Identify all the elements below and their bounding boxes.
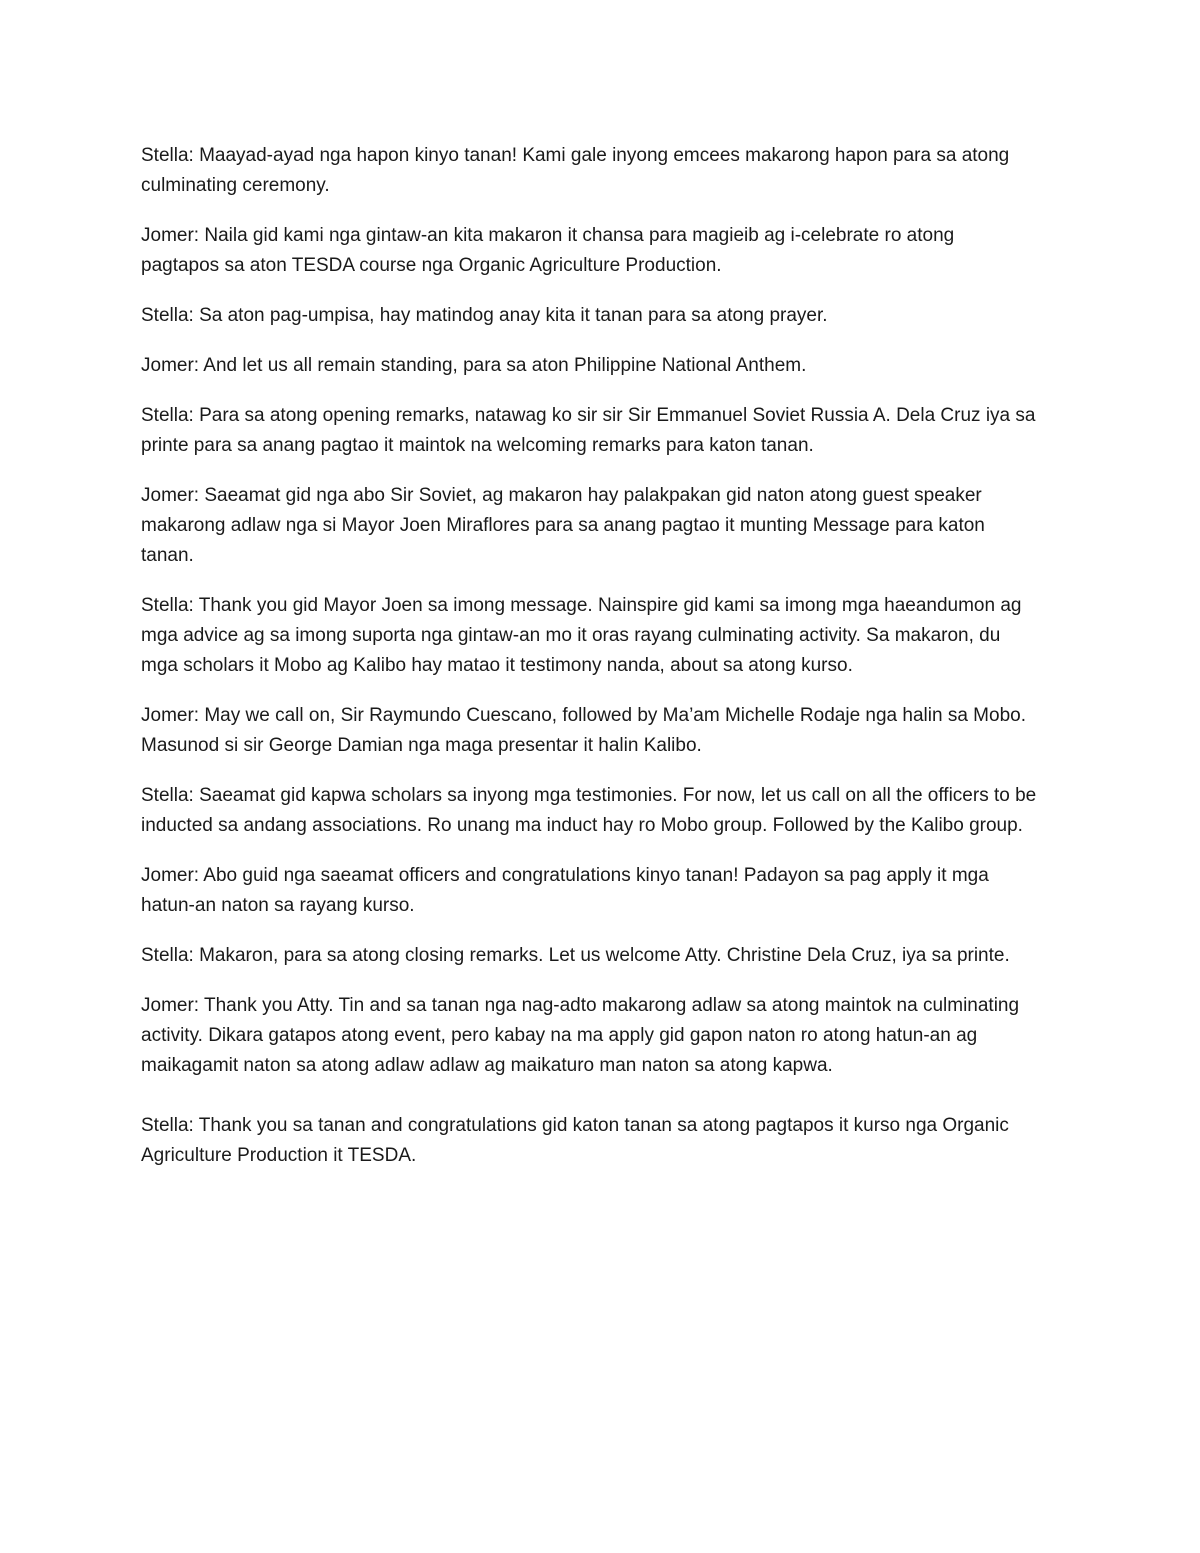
paragraph-jomer-intro — [141, 221, 1066, 281]
paragraph-jomer-congratulations — [141, 861, 1066, 921]
text-line: Jomer: Abo guid nga saeamat officers and congratulations kinyo tanan! Padayon sa pag apply it mga — [141, 865, 989, 886]
text-line: Jomer: Naila gid kami nga gintaw-an kita makaron it chansa para magieib ag i-celebrate ro atong — [141, 225, 955, 246]
text-line: Stella: Thank you sa tanan and congratulations gid katon tanan sa atong pagtapos it kurso nga Organic — [141, 1115, 1009, 1136]
text-line: tanan. — [141, 545, 194, 566]
paragraph-stella-officers — [141, 781, 1066, 841]
document-body — [141, 141, 1066, 1191]
text-line: Stella: Sa aton pag-umpisa, hay matindog anay kita it tanan para sa atong prayer. — [141, 305, 828, 326]
text-line: Jomer: Thank you Atty. Tin and sa tanan nga nag-adto makarong adlaw sa atong maintok na culminating — [141, 995, 1020, 1016]
text-line: maikagamit naton sa atong adlaw adlaw ag maikaturo man naton sa atong kapwa. — [141, 1055, 833, 1076]
text-line: Stella: Maayad-ayad nga hapon kinyo tanan! Kami gale inyong emcees makarong hapon para sa atong — [141, 145, 1010, 166]
paragraph-stella-greeting — [141, 141, 1066, 201]
text-line: Agriculture Production it TESDA. — [141, 1145, 417, 1166]
paragraph-jomer-testimonies — [141, 701, 1066, 761]
text-line: Stella: Thank you gid Mayor Joen sa imong message. Nainspire gid kami sa imong mga haeandumon ag — [141, 595, 1022, 616]
text-line: inducted sa andang associations. Ro unang ma induct hay ro Mobo group. Followed by the Kalibo group. — [141, 815, 1023, 836]
text-line: Masunod si sir George Damian nga maga presentar it halin Kalibo. — [141, 735, 702, 756]
text-line: pagtapos sa aton TESDA course nga Organic Agriculture Production. — [141, 255, 722, 276]
text-line: Stella: Para sa atong opening remarks, natawag ko sir sir Sir Emmanuel Soviet Russia A. Dela Cruz iya sa — [141, 405, 1036, 426]
paragraph-stella-thanks-mayor — [141, 591, 1066, 681]
text-line: culminating ceremony. — [141, 175, 330, 196]
text-line: mga scholars it Mobo ag Kalibo hay matao it testimony nanda, about sa atong kurso. — [141, 655, 853, 676]
text-line: Jomer: Saeamat gid nga abo Sir Soviet, ag makaron hay palakpakan gid naton atong guest speaker — [141, 485, 982, 506]
text-line: Stella: Saeamat gid kapwa scholars sa inyong mga testimonies. For now, let us call on all the officers to be — [141, 785, 1037, 806]
text-line: mga advice ag sa imong suporta nga gintaw-an mo it oras rayang culminating activity. Sa makaron, du — [141, 625, 1001, 646]
paragraph-jomer-anthem — [141, 351, 1066, 381]
paragraph-stella-opening-remarks — [141, 401, 1066, 461]
paragraph-jomer-guest-speaker — [141, 481, 1066, 571]
text-line: hatun-an naton sa rayang kurso. — [141, 895, 415, 916]
paragraph-stella-final — [141, 1111, 1066, 1171]
text-line: activity. Dikara gatapos atong event, pero kabay na ma apply gid gapon naton ro atong hatun-an ag — [141, 1025, 978, 1046]
text-line: printe para sa anang pagtao it maintok na welcoming remarks para katon tanan. — [141, 435, 814, 456]
paragraph-jomer-thank-you — [141, 991, 1066, 1081]
paragraph-stella-closing-remarks — [141, 941, 1066, 971]
text-line: Stella: Makaron, para sa atong closing remarks. Let us welcome Atty. Christine Dela Cruz, iya sa printe. — [141, 945, 1010, 966]
text-line: makarong adlaw nga si Mayor Joen Miraflores para sa anang pagtao it munting Message para katon — [141, 515, 985, 536]
paragraph-stella-prayer — [141, 301, 1066, 331]
text-line: Jomer: And let us all remain standing, para sa aton Philippine National Anthem. — [141, 355, 807, 376]
text-line: Jomer: May we call on, Sir Raymundo Cuescano, followed by Ma’am Michelle Rodaje nga halin sa Mobo. — [141, 705, 1026, 726]
